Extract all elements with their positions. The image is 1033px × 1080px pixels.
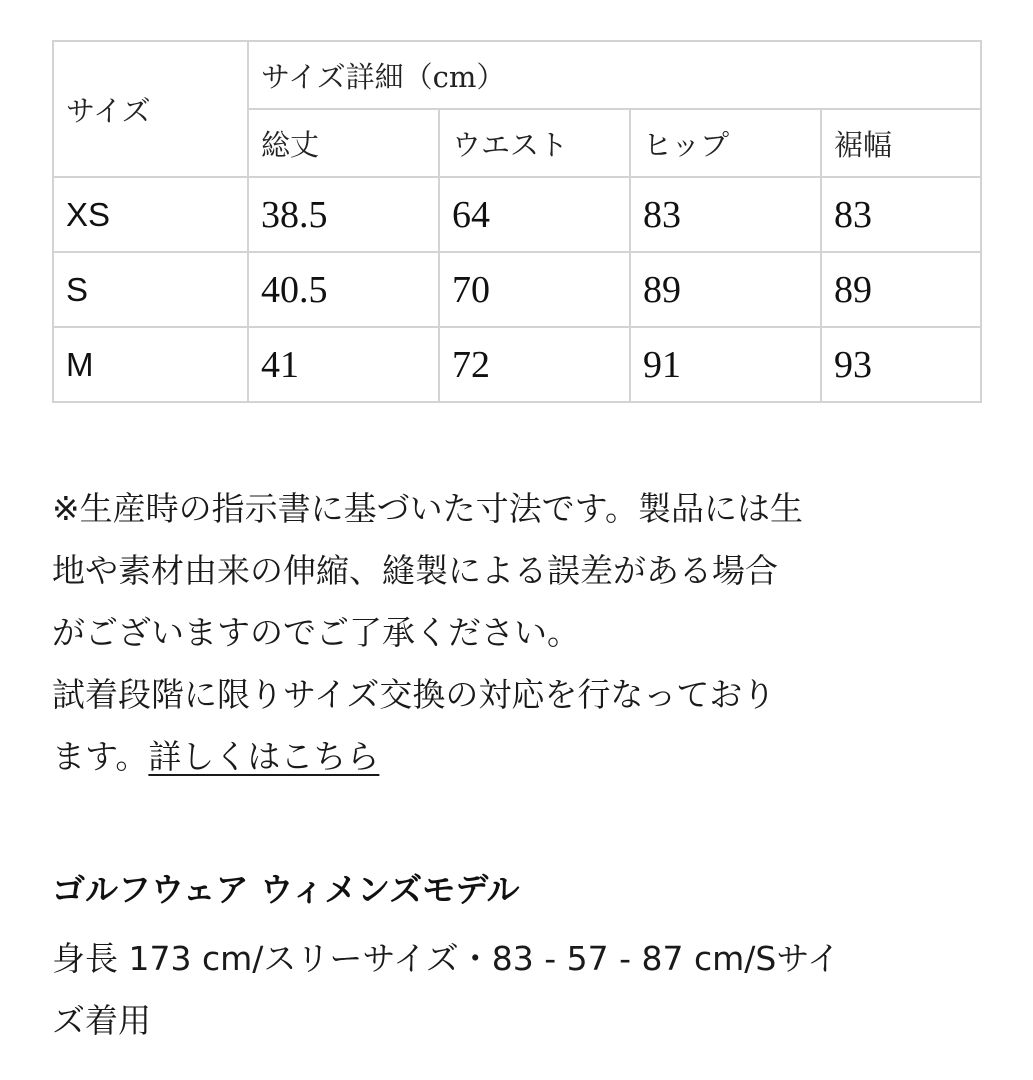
table-row [53, 177, 981, 252]
size-cell: M [53, 327, 248, 402]
table-cell: 91 [630, 327, 821, 402]
table-header-row [53, 41, 981, 109]
column-header-hip: ヒップ [630, 109, 821, 177]
table-row [53, 252, 981, 327]
size-cell: XS [53, 177, 248, 252]
table-cell: 83 [630, 177, 821, 252]
table-cell: 89 [821, 252, 981, 327]
note-line: ます。 [52, 737, 149, 776]
model-info-line: ズ着用 [52, 1001, 151, 1040]
table-cell: 70 [439, 252, 630, 327]
note-line: がございますのでご了承ください。 [52, 613, 580, 652]
column-header-hem-width: 裾幅 [821, 109, 981, 177]
table-cell: 41 [248, 327, 439, 402]
table-cell: 40.5 [248, 252, 439, 327]
note-line: ※生産時の指示書に基づいた寸法です。製品には生 [52, 489, 804, 528]
size-detail-header: サイズ詳細（cm） [248, 41, 981, 109]
table-cell: 89 [630, 252, 821, 327]
table-cell: 93 [821, 327, 981, 402]
table-cell: 83 [821, 177, 981, 252]
column-header-length: 総丈 [248, 109, 439, 177]
model-info [52, 928, 987, 1052]
size-cell: S [53, 252, 248, 327]
model-info-line: 身長 173 cm/スリーサイズ・83 - 57 - 87 cm/Sサイ [52, 939, 841, 978]
table-row [53, 327, 981, 402]
column-header-waist: ウエスト [439, 109, 630, 177]
details-link[interactable]: 詳しくはこちら [148, 737, 380, 776]
table-cell: 64 [439, 177, 630, 252]
size-column-header: サイズ [53, 41, 248, 177]
table-cell: 38.5 [248, 177, 439, 252]
model-section-title: ゴルフウェア ウィメンズモデル [52, 870, 520, 909]
note-line: 地や素材由来の伸縮、縫製による誤差がある場合 [52, 551, 778, 590]
table-cell: 72 [439, 327, 630, 402]
size-table [52, 40, 982, 403]
measurement-note [52, 478, 992, 788]
note-line: 試着段階に限りサイズ交換の対応を行なっており [52, 675, 776, 714]
